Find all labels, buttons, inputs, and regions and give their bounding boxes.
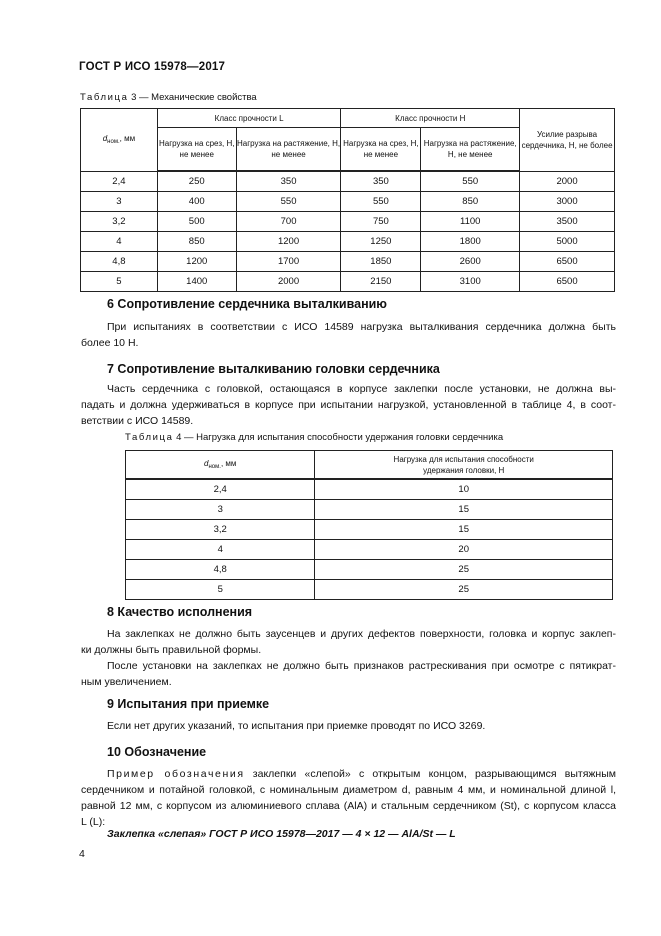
text-line: Если нет других указаний, то испытания при приемке проводят по ИСО 3269.: [107, 720, 486, 732]
table-row: [126, 500, 613, 520]
table-cell: 750: [341, 212, 421, 232]
table-cell: 5000: [520, 232, 615, 252]
table-cell: 550: [341, 192, 421, 212]
table-cell: 3,2: [81, 212, 158, 232]
page-number: 4: [79, 848, 85, 860]
section9-text: [107, 718, 616, 734]
table-cell: 350: [236, 171, 341, 192]
table-cell: 1400: [157, 272, 236, 292]
table-cell: 4,8: [126, 560, 315, 580]
text-line: На заклепках не должно быть заусенцев и других дефектов поверхности, головка и корпус заклеп-: [107, 628, 616, 640]
table-row: [81, 232, 615, 252]
text-line: ным увеличением.: [81, 676, 172, 688]
document-id: ГОСТ Р ИСО 15978—2017: [79, 61, 226, 73]
table-cell: 850: [421, 192, 520, 212]
table-cell: 1850: [341, 252, 421, 272]
table-cell: 3100: [421, 272, 520, 292]
table-cell: 350: [341, 171, 421, 192]
table-cell: 1800: [421, 232, 520, 252]
section10-text: [81, 766, 616, 830]
table-row: [81, 192, 615, 212]
table-cell: 1700: [236, 252, 341, 272]
table4-caption-word: Таблица: [125, 432, 174, 443]
table-row: [126, 580, 613, 600]
table-cell: 25: [315, 580, 613, 600]
table-cell: 10: [315, 479, 613, 500]
col-header-shear-h: Нагрузка на срез, Н, не менее: [341, 128, 421, 172]
example-word: Пример обозначения: [107, 768, 245, 780]
col-header-tension-h: Нагрузка на растяжение, Н, не менее: [421, 128, 520, 172]
table-cell: 700: [236, 212, 341, 232]
table3-caption: [80, 92, 257, 103]
table-cell: 2600: [421, 252, 520, 272]
table-cell: 400: [157, 192, 236, 212]
table-cell: 5: [126, 580, 315, 600]
table-cell: 20: [315, 540, 613, 560]
table-cell: 2,4: [81, 171, 158, 192]
text-line: После установки на заклепках не должно быть признаков растрескивания при осмотре с пятикрат-: [107, 660, 616, 672]
table-row: [126, 540, 613, 560]
text-line: падать и должна удерживаться в корпусе при испытании нагрузкой, установленной в таблице 4, в соот-: [81, 399, 616, 411]
table-cell: 1100: [421, 212, 520, 232]
table-cell: 3000: [520, 192, 615, 212]
table3-caption-text: 3 — Механические свойства: [128, 92, 257, 103]
section7-heading: 7 Сопротивление выталкиванию головки сердечника: [107, 362, 440, 376]
mechanical-properties-table: [80, 108, 615, 292]
table-cell: 4,8: [81, 252, 158, 272]
table-cell: 6500: [520, 272, 615, 292]
table-cell: 3,2: [126, 520, 315, 540]
table3-caption-word: Таблица: [80, 92, 129, 103]
section7-text: [81, 381, 616, 429]
section6-text: [81, 319, 616, 351]
table-cell: 2,4: [126, 479, 315, 500]
table-row: [126, 520, 613, 540]
table4-caption: [125, 432, 503, 443]
col-header-class-h: Класс прочности H: [341, 109, 520, 128]
table-cell: 4: [126, 540, 315, 560]
section8-heading: 8 Качество исполнения: [107, 605, 253, 619]
section6-heading: 6 Сопротивление сердечника выталкиванию: [107, 297, 387, 311]
text-line: более 10 Н.: [81, 337, 139, 349]
col-header-diameter: $d_{ном.}$, мм: [81, 109, 158, 172]
text-line: Часть сердечника с головкой, остающаяся в корпусе заклепки после установки, не должна вы-: [107, 383, 616, 395]
col-header-break-force: Усилие разрыва сердечника, Н, не более: [520, 109, 615, 172]
section10-heading: 10 Обозначение: [107, 745, 207, 759]
table-cell: 3: [81, 192, 158, 212]
table-cell: 6500: [520, 252, 615, 272]
table-row: [126, 479, 613, 500]
col-header-shear-l: Нагрузка на срез, Н, не менее: [157, 128, 236, 172]
table-cell: 850: [157, 232, 236, 252]
col-header-load: Нагрузка для испытания способности удержания головки, Н: [315, 451, 613, 480]
table4-caption-text: 4 — Нагрузка для испытания способности удержания головки сердечника: [173, 432, 504, 443]
text-line: При испытаниях в соответствии с ИСО 14589 нагрузка выталкивания сердечника должна быть: [107, 321, 616, 333]
table-cell: 500: [157, 212, 236, 232]
head-retention-load-table: [125, 450, 613, 600]
table-cell: 3: [126, 500, 315, 520]
table-cell: 4: [81, 232, 158, 252]
table-cell: 1200: [157, 252, 236, 272]
section9-heading: 9 Испытания при приемке: [107, 697, 270, 711]
table-cell: 550: [421, 171, 520, 192]
table-cell: 1250: [341, 232, 421, 252]
text-line: Пример обозначения заклепки «слепой» с открытым концом, разрывающимся вытяжным: [107, 768, 616, 780]
text-line: ветствии с ИСО 14589.: [81, 415, 194, 427]
table-row: [81, 171, 615, 192]
text-line: равной 12 мм, с корпусом из алюминиевого сплава (AlA) и стальным сердечником (St), с корпусом класса: [81, 800, 616, 812]
table-cell: 25: [315, 560, 613, 580]
table-cell: 1200: [236, 232, 341, 252]
table-row: [81, 272, 615, 292]
col-header-diameter: $d_{ном.}$, мм: [126, 451, 315, 480]
text-line: L (L):: [81, 816, 106, 828]
table-row: [126, 560, 613, 580]
text-line: сердечником и потайной головкой, с номинальным диаметром d, равным 4 мм, и номинальной длиной l,: [81, 784, 616, 796]
table-row: [81, 252, 615, 272]
table-cell: 5: [81, 272, 158, 292]
table-cell: 3500: [520, 212, 615, 232]
table-cell: 2150: [341, 272, 421, 292]
col-header-class-l: Класс прочности L: [157, 109, 341, 128]
section8-text: [81, 626, 616, 690]
table-cell: 2000: [236, 272, 341, 292]
col-header-tension-l: Нагрузка на растяжение, Н, не менее: [236, 128, 341, 172]
table-cell: 15: [315, 500, 613, 520]
designation-example: Заклепка «слепая» ГОСТ Р ИСО 15978—2017 — 4 × 12 — AlA/St — L: [107, 828, 456, 840]
table-cell: 250: [157, 171, 236, 192]
table-cell: 2000: [520, 171, 615, 192]
table-cell: 15: [315, 520, 613, 540]
text-line: ки должны быть правильной формы.: [81, 644, 262, 656]
table-row: [81, 212, 615, 232]
table-cell: 550: [236, 192, 341, 212]
